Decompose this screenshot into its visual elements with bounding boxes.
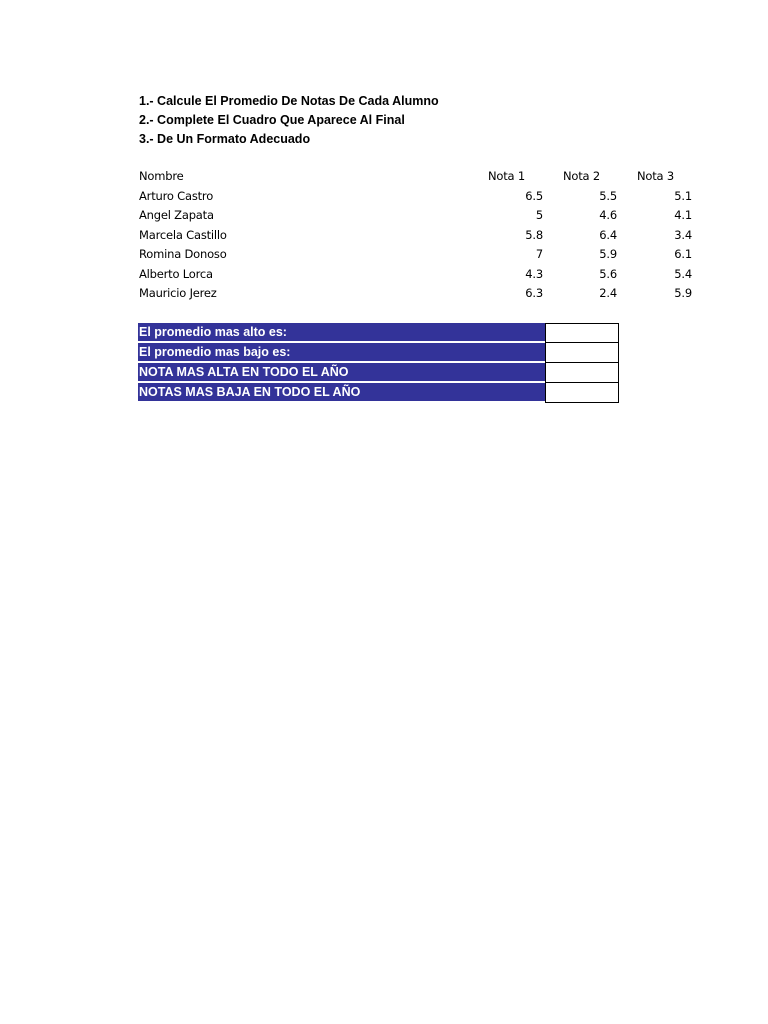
summary-row — [138, 383, 620, 403]
nota-1-value: 6.3 — [525, 286, 543, 300]
nota-2-value: 5.9 — [599, 247, 617, 261]
table-row — [139, 226, 699, 246]
nota-3-value: 4.1 — [674, 208, 692, 222]
summary-table — [138, 323, 620, 403]
summary-value-lowest-grade[interactable] — [545, 383, 619, 403]
summary-value-highest-average[interactable] — [545, 323, 619, 343]
table-row — [139, 187, 699, 207]
header-nota-1: Nota 1 — [488, 169, 525, 183]
instruction-2: 2.- Complete El Cuadro Que Aparece Al Final — [139, 113, 405, 127]
header-nota-2: Nota 2 — [563, 169, 600, 183]
instruction-3: 3.- De Un Formato Adecuado — [139, 132, 311, 146]
table-row — [139, 245, 699, 265]
summary-label-highest-grade: NOTA MAS ALTA EN TODO EL AÑO — [138, 363, 545, 382]
table-row — [139, 284, 699, 304]
summary-value-highest-grade[interactable] — [545, 363, 619, 383]
nota-1-value: 6.5 — [525, 188, 543, 203]
summary-label-lowest-grade: NOTAS MAS BAJA EN TODO EL AÑO — [138, 383, 545, 402]
nota-2-value: 4.6 — [599, 208, 617, 222]
nota-3-value: 5.1 — [674, 188, 692, 203]
nota-3-value: 5.9 — [674, 286, 692, 300]
student-name: Mauricio Jerez — [139, 286, 217, 300]
summary-value-lowest-average[interactable] — [545, 343, 619, 363]
nota-3-value: 6.1 — [674, 247, 692, 261]
student-name: Marcela Castillo — [139, 227, 227, 242]
nota-1-value: 7 — [535, 247, 543, 261]
nota-2-value: 5.6 — [599, 266, 617, 281]
student-name: Angel Zapata — [139, 208, 214, 222]
nota-2-value: 6.4 — [599, 227, 617, 242]
summary-label-lowest-average: El promedio mas bajo es: — [138, 343, 545, 362]
table-header-row — [139, 167, 699, 187]
student-name: Alberto Lorca — [139, 266, 213, 281]
summary-row — [138, 323, 620, 343]
instruction-1: 1.- Calcule El Promedio De Notas De Cada Alumno — [139, 94, 439, 108]
nota-1-value: 4.3 — [525, 266, 543, 281]
nota-1-value: 5 — [535, 208, 543, 222]
student-name: Romina Donoso — [139, 247, 227, 261]
summary-row — [138, 363, 620, 383]
instructions — [139, 92, 439, 149]
table-row — [139, 265, 699, 285]
student-name: Arturo Castro — [139, 188, 214, 203]
nota-3-value: 3.4 — [674, 227, 692, 242]
table-row — [139, 206, 699, 226]
nota-1-value: 5.8 — [525, 227, 543, 242]
header-nota-3: Nota 3 — [637, 169, 674, 183]
nota-2-value: 5.5 — [599, 188, 617, 203]
nota-3-value: 5.4 — [674, 266, 692, 281]
summary-row — [138, 343, 620, 363]
header-nombre: Nombre — [139, 169, 184, 183]
summary-label-highest-average: El promedio mas alto es: — [138, 323, 545, 342]
grades-table — [139, 167, 699, 304]
nota-2-value: 2.4 — [599, 286, 617, 300]
